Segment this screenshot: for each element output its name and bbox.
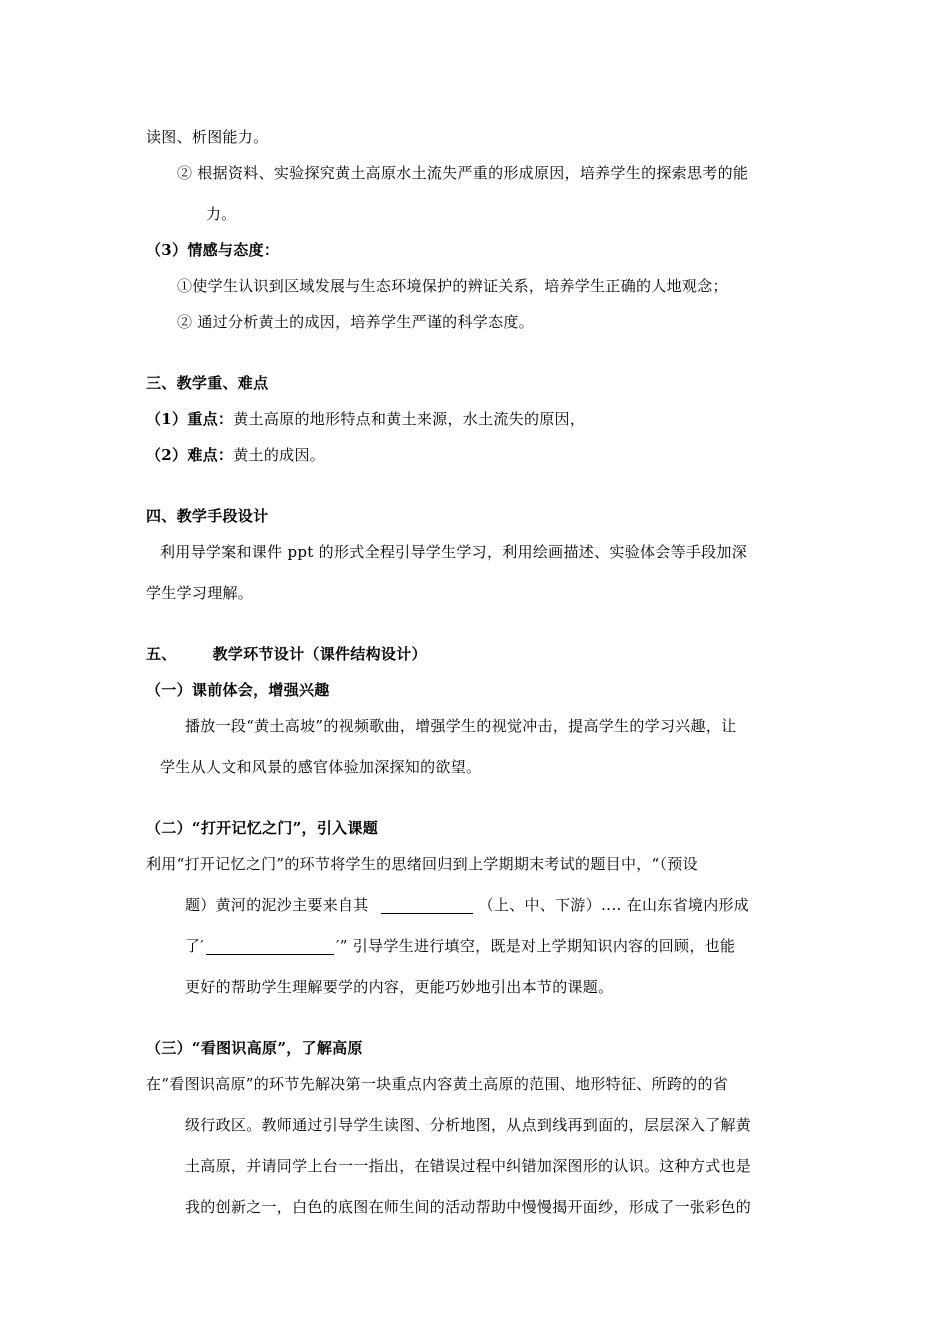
section-heading <box>146 645 427 663</box>
text-line: 土高原，并请同学上台一一指出，在错误过程中纠错加深图形的认识。这种方式也是 <box>185 1157 752 1175</box>
text-line: ② 根据资料、实验探究黄土高原水土流失严重的形成原因，培养学生的探索思考的能 <box>177 164 749 182</box>
text-fragment: ′” 引导学生进行填空，既是对上学期知识内容的回顾，也能 <box>336 937 736 955</box>
key-point-text: 黄土高原的地形特点和黄土来源，水土流失的原因， <box>233 410 586 428</box>
subsection-heading: （三）“看图识高原”，了解高原 <box>146 1039 363 1057</box>
text-line: 播放一段“黄土高坡”的视频歌曲，增强学生的视觉冲击，提高学生的学习兴趣，让 <box>185 717 737 735</box>
text-line: 在“看图识高原”的环节先解决第一块重点内容黄土高原的范围、地形特征、所跨的的省 <box>146 1075 729 1093</box>
difficulty-text: 黄土的成因。 <box>233 446 326 464</box>
section-heading: 三、教学重、难点 <box>146 374 269 392</box>
section-title: 教学环节设计（课件结构设计） <box>212 645 427 663</box>
fill-in-blank <box>381 899 473 914</box>
subsection-heading: （二）“打开记忆之门”，引入课题 <box>146 819 379 837</box>
key-point-label: （1）重点： <box>146 410 234 428</box>
difficulty-label: （2）难点： <box>146 446 234 464</box>
text-line <box>185 896 749 914</box>
text-line <box>146 446 325 464</box>
fill-in-blank <box>206 940 334 955</box>
text-line: ①使学生认识到区域发展与生态环境保护的辨证关系，培养学生正确的人地观念； <box>177 277 728 295</box>
section-heading: 四、教学手段设计 <box>146 507 269 525</box>
subsection-heading: （一）课前体会，增强兴趣 <box>146 681 330 699</box>
text-line: 学生学习理解。 <box>146 584 254 602</box>
text-line <box>185 937 735 955</box>
text-line: 读图、析图能力。 <box>146 128 269 146</box>
text-line: 级行政区。教师通过引导学生读图、分析地图，从点到线再到面的，层层深入了解黄 <box>185 1116 752 1134</box>
text-fragment: 题）黄河的泥沙主要来自其 <box>185 896 369 914</box>
text-line: ② 通过分析黄土的成因，培养学生严谨的科学态度。 <box>177 313 534 331</box>
text-line: 学生从人文和风景的感官体验加深探知的欲望。 <box>160 758 482 776</box>
subsection-heading: （3）情感与态度： <box>146 241 280 259</box>
text-line: 更好的帮助学生理解要学的内容，更能巧妙地引出本节的课题。 <box>185 978 614 996</box>
text-line: 我的创新之一，白色的底图在师生间的活动帮助中慢慢揭开面纱，形成了一张彩色的 <box>185 1198 752 1216</box>
section-number: 五、 <box>146 645 177 663</box>
text-line: 利用导学案和课件 ppt 的形式全程引导学生学习，利用绘画描述、实验体会等手段加深 <box>160 543 748 561</box>
text-fragment: 了′ <box>185 937 205 955</box>
text-line <box>146 410 585 428</box>
text-line: 力。 <box>206 205 237 223</box>
text-fragment: （上、中、下游）‥‥ 在山东省境内形成 <box>478 896 750 914</box>
text-line: 利用“打开记忆之门”的环节将学生的思绪回归到上学期期末考试的题目中，“（预设 <box>146 855 698 873</box>
